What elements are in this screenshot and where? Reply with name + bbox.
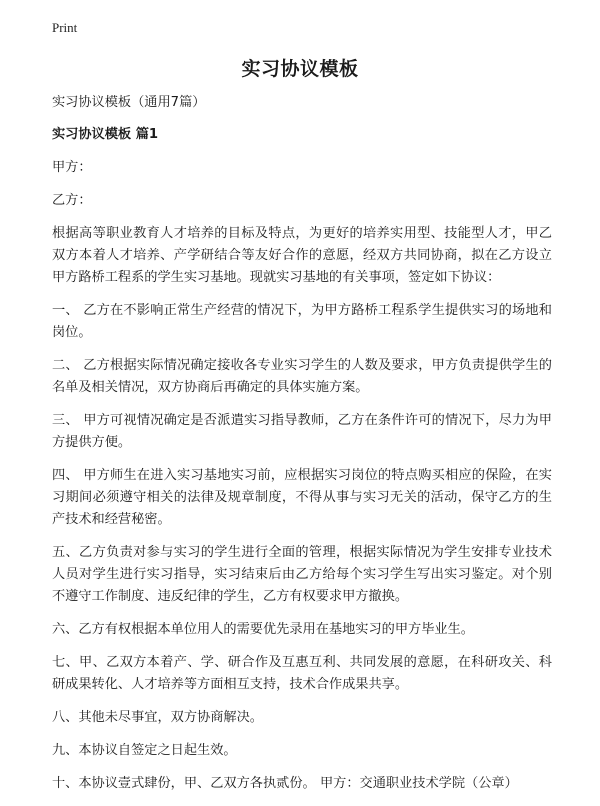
party-b-label: 乙方：: [52, 193, 92, 208]
document-title: 实习协议模板: [241, 58, 359, 80]
party-a-label: 甲方：: [52, 160, 92, 175]
clause-8: 八、其他未尽事宜，双方协商解决。: [52, 710, 263, 725]
clause-9: 九、本协议自签定之日起生效。: [52, 743, 237, 758]
clause-2: 二、 乙方根据实际情况确定接收各专业实习学生的人数及要求，甲方负责提供学生的名单及相关情况，双方协商后再确定的具体实施方案。: [52, 358, 552, 395]
clause-5: 五、乙方负责对参与实习的学生进行全面的管理，根据实际情况为学生安排专业技术人员对学生进行实习指导，实习结束后由乙方给每个实习学生写出实习鉴定。对个别不遵守工作制度、违反纪律的学生，乙方有权要求甲方撤换。: [52, 545, 552, 604]
clause-3: 三、 甲方可视情况确定是否派遣实习指导教师，乙方在条件许可的情况下，尽力为甲方提供方便。: [52, 413, 552, 450]
clause-4: 四、 甲方师生在进入实习基地实习前，应根据实习岗位的特点购买相应的保险，在实习期间必须遵守相关的法律及规章制度，不得从事与实习无关的活动，保守乙方的生产技术和经营秘密。: [52, 468, 552, 527]
print-link[interactable]: Print: [52, 20, 78, 35]
clause-1: 一、 乙方在不影响正常生产经营的情况下，为甲方路桥工程系学生提供实习的场地和岗位。: [52, 303, 552, 340]
document-subtitle: 实习协议模板（通用7篇）: [52, 95, 206, 110]
clause-7: 七、甲、乙双方本着产、学、研合作及互惠互利、共同发展的意愿，在科研攻关、科研成果转化、人才培养等方面相互支持，技术合作成果共享。: [52, 655, 552, 692]
clause-10: 十、本协议壹式肆份，甲、乙双方各执贰份。 甲方：交通职业技术学院（公章）: [52, 776, 518, 791]
document-body: [52, 92, 552, 806]
section-heading: 实习协议模板 篇1: [52, 127, 159, 142]
clause-6: 六、乙方有权根据本单位用人的需要优先录用在基地实习的甲方毕业生。: [52, 622, 474, 637]
intro-paragraph: 根据高等职业教育人才培养的目标及特点，为更好的培养实用型、技能型人才，甲乙双方本着人才培养、产学研结合等友好合作的意愿，经双方共同协商，拟在乙方设立甲方路桥工程系的学生实习基地。现就实习基地的有关事项，签定如下协议：: [52, 226, 552, 285]
